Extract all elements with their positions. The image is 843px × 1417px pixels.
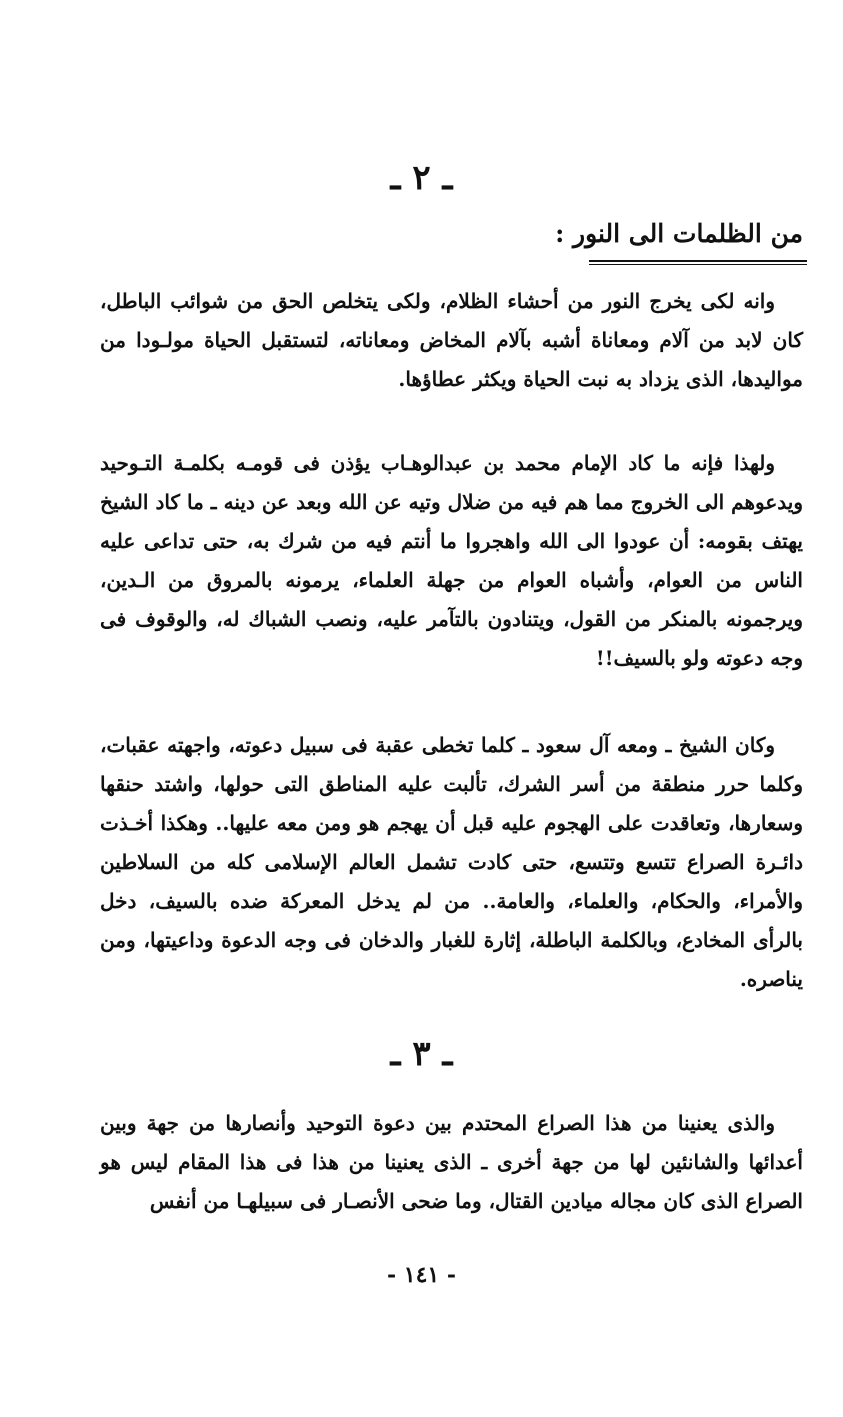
paragraph-2 bbox=[100, 444, 803, 678]
paragraph-2-text: ولهذا فإنه ما كاد الإمام محمد بن عبدالوهـاب يؤذن فى قومـه بكلمـة التـوحيد ويدعوهم الى الخروج مما هم فيه من ضلال وتيه عن الله وبعد عن دينه ـ ما كاد الشيخ يهتف بقومه: أن عودوا الى الله واهجروا ما أنتم فيه من شرك به، حتى تداعى عليه الناس من العوام، وأشباه العوام من جهلة العلماء، يرمونه بالمروق من الـدين، ويرجمونه بالمنكر من القول، ويتنادون بالتآمر عليه، ونصب الشباك له، والوقوف فى وجه دعوته ولو بالسيف!! bbox=[100, 451, 803, 670]
section-number-2: ـ ٢ ـ bbox=[390, 158, 453, 198]
paragraph-1 bbox=[100, 282, 803, 399]
paragraph-3 bbox=[100, 726, 803, 999]
paragraph-4-text: والذى يعنينا من هذا الصراع المحتدم بين دعوة التوحيد وأنصارها من جهة وبين أعدائها والشانئين لها من جهة أخرى ـ الذى يعنينا من هذا فى هذا المقام ليس هو الصراع الذى كان مجاله ميادين القتال، وما ضحى الأنصـار فى سبيلهـا من أنفس bbox=[100, 1111, 803, 1213]
paragraph-1-text: وانه لكى يخرج النور من أحشاء الظلام، ولكى يتخلص الحق من شوائب الباطل، كان لابد من آلام ومعاناة أشبه بآلام المخاض ومعاناته، لتستقبل الحياة مولـودا من مواليدها، الذى يزداد به نبت الحياة ويكثر عطاؤها. bbox=[100, 289, 803, 391]
heading-underline bbox=[589, 260, 807, 265]
paragraph-4 bbox=[100, 1104, 803, 1221]
section-number-3: ـ ٣ ـ bbox=[390, 1034, 453, 1074]
paragraph-3-text: وكان الشيخ ـ ومعه آل سعود ـ كلما تخطى عقبة فى سبيل دعوته، واجهته عقبات، وكلما حرر منطقة من أسر الشرك، تألبت عليه المناطق التى حولها، واشتد حنقها وسعارها، وتعاقدت على الهجوم عليه قبل أن يهجم هو ومن معه عليها.. وهكذا أخـذت دائـرة الصراع تتسع وتتسع، حتى كادت تشمل العالم الإسلامى كله من السلاطين والأمراء، والحكام، والعلماء، والعامة.. من لم يدخل المعركة ضده بالسيف، دخل بالرأى المخادع، وبالكلمة الباطلة، إثارة للغبار والدخان فى وجه الدعوة وداعيتها، ومن يناصره. bbox=[100, 733, 804, 991]
page-number: - ١٤١ - bbox=[386, 1262, 457, 1288]
section-heading: من الظلمات الى النور : bbox=[555, 219, 803, 248]
